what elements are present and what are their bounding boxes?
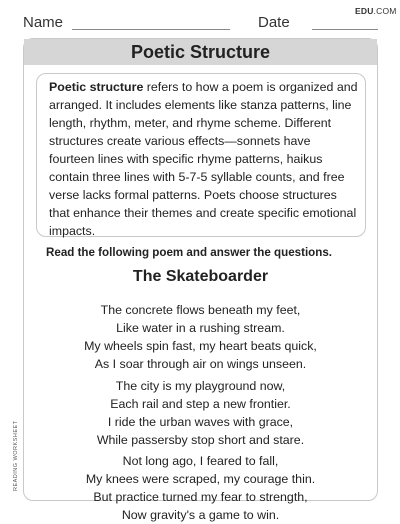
poem-line: While passersby stop short and stare. — [96, 433, 305, 447]
poem-line: The concrete flows beneath my feet, — [100, 303, 301, 317]
instruction-text: Read the following poem and answer the questions. — [46, 246, 333, 259]
worksheet-header — [0, 0, 400, 34]
poem-stanza-3 — [24, 452, 377, 524]
poem-line: Not long ago, I feared to fall, — [122, 454, 279, 468]
intro-box — [36, 73, 366, 237]
poem-line: But practice turned my fear to strength, — [93, 490, 308, 504]
poem-line: Each rail and step a new frontier. — [110, 397, 291, 411]
poem-line: The city is my playground now, — [115, 379, 286, 393]
poem-line: My knees were scraped, my courage thin. — [85, 472, 316, 486]
poem-stanza-1 — [24, 301, 377, 373]
date-label: Date — [258, 14, 290, 31]
worksheet-frame — [23, 38, 378, 522]
name-label: Name — [23, 14, 64, 31]
poem-line: I ride the urban waves with grace, — [107, 415, 294, 429]
poem-line: Like water in a rushing stream. — [116, 321, 285, 335]
intro-text: refers to how a poem is organized and arranged. It includes elements like stanza patterns, line length, rhythm, meter, and rhyme scheme. Different structures create various effects—sonnets have fourteen lines with specific rhyme patterns, haikus contain three lines with 5-7-5 syllable counts, and free verse lacks formal patterns. Poets choose structures that enhance their themes and create specific emotional impacts. — [49, 80, 358, 238]
title-bar — [24, 39, 377, 65]
date-line — [312, 29, 378, 30]
poem-title: The Skateboarder — [132, 268, 269, 285]
name-line — [72, 29, 230, 30]
brand-suffix: .COM — [373, 6, 397, 16]
brand-main: EDU — [355, 6, 374, 16]
poem-line: Now gravity's a game to win. — [121, 508, 280, 522]
poem-line: As I soar through air on wings unseen. — [94, 357, 307, 371]
poem-line: My wheels spin fast, my heart beats quick, — [84, 339, 317, 353]
side-label: READING WORKSHEET — [13, 420, 19, 491]
brand-logo — [355, 6, 397, 16]
worksheet-title: Poetic Structure — [130, 41, 271, 62]
intro-term: Poetic structure — [49, 80, 144, 94]
poem-stanza-2 — [24, 377, 377, 449]
